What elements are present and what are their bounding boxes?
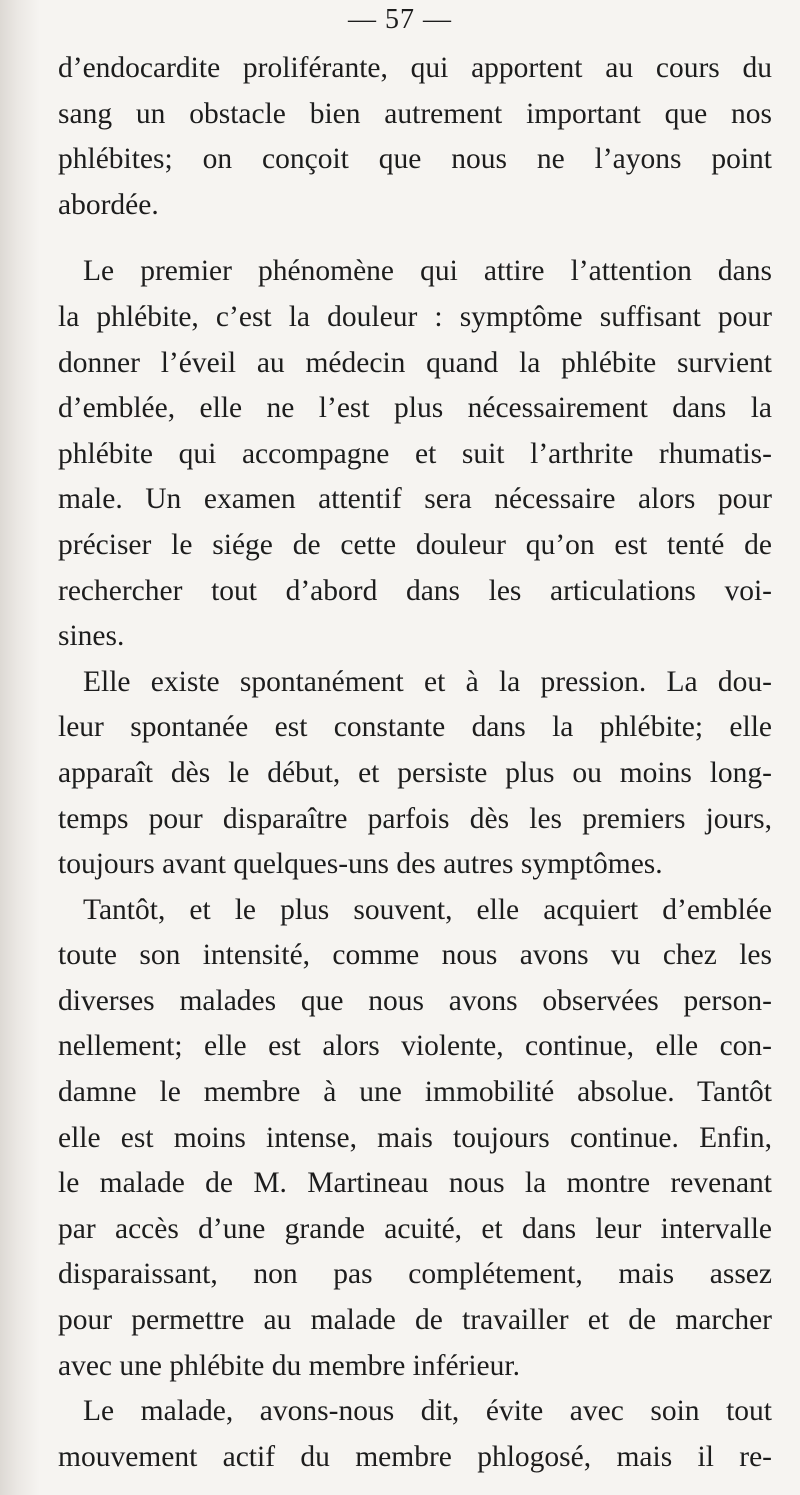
text-line: Le premier phénomène qui attire l’attention dans xyxy=(83,255,772,288)
text-line: toujours avant quelques-uns des autres symptômes. xyxy=(58,848,663,881)
body-text xyxy=(58,46,772,1480)
text-line: d’emblée, elle ne l’est plus nécessairement dans la xyxy=(58,392,772,425)
page-gutter-shadow xyxy=(0,0,40,1495)
text-line: nellement; elle est alors violente, continue, elle con- xyxy=(58,1030,772,1063)
text-line: préciser le siége de cette douleur qu’on est tenté de xyxy=(58,528,772,561)
paragraph-2 xyxy=(58,249,772,659)
text-line: male. Un examen attentif sera nécessaire alors pour xyxy=(58,483,772,516)
text-line: avec une phlébite du membre inférieur. xyxy=(58,1349,520,1382)
text-line: Le malade, avons-nous dit, évite avec soin tout xyxy=(83,1395,772,1428)
text-line: disparaissant, non pas complétement, mais assez xyxy=(58,1258,772,1291)
text-line: damne le membre à une immobilité absolue. Tantôt xyxy=(58,1076,772,1109)
paragraph-5 xyxy=(58,1389,772,1480)
paragraph-4 xyxy=(58,888,772,1390)
text-line: temps pour disparaître parfois dès les premiers jours, xyxy=(58,802,772,835)
text-line: donner l’éveil au médecin quand la phlébite survient xyxy=(58,346,772,379)
page-number: — 57 — xyxy=(348,4,452,35)
text-line: la phlébite, c’est la douleur : symptôme suffisant pour xyxy=(58,300,772,333)
text-line: sang un obstacle bien autrement important que nos xyxy=(58,97,772,130)
text-line: par accès d’une grande acuité, et dans leur intervalle xyxy=(58,1212,772,1245)
text-line: d’endocardite proliférante, qui apportent au cours du xyxy=(58,52,772,84)
text-line: toute son intensité, comme nous avons vu chez les xyxy=(58,939,772,972)
text-line: sines. xyxy=(58,620,125,653)
text-line: Elle existe spontanément et à la pression. La dou- xyxy=(83,665,772,698)
text-line: diverses malades que nous avons observées person- xyxy=(58,984,772,1017)
text-line: phlébite qui accompagne et suit l’arthrite rhumatis- xyxy=(58,437,772,470)
text-line: elle est moins intense, mais toujours continue. Enfin, xyxy=(58,1121,772,1154)
text-line: Tantôt, et le plus souvent, elle acquiert d’emblée xyxy=(83,893,772,926)
paragraph-1 xyxy=(58,46,772,228)
text-line: pour permettre au malade de travailler et de marcher xyxy=(58,1304,772,1337)
text-line: phlébites; on conçoit que nous ne l’ayons point xyxy=(58,143,772,176)
text-line: le malade de M. Martineau nous la montre revenant xyxy=(58,1167,772,1200)
text-line: abordée. xyxy=(58,188,159,221)
paragraph-3 xyxy=(58,660,772,888)
text-line: mouvement actif du membre phlogosé, mais il re- xyxy=(58,1440,772,1473)
text-line: leur spontanée est constante dans la phlébite; elle xyxy=(58,711,772,744)
text-line: rechercher tout d’abord dans les articulations voi- xyxy=(58,574,772,607)
text-line: apparaît dès le début, et persiste plus ou moins long- xyxy=(58,756,772,789)
